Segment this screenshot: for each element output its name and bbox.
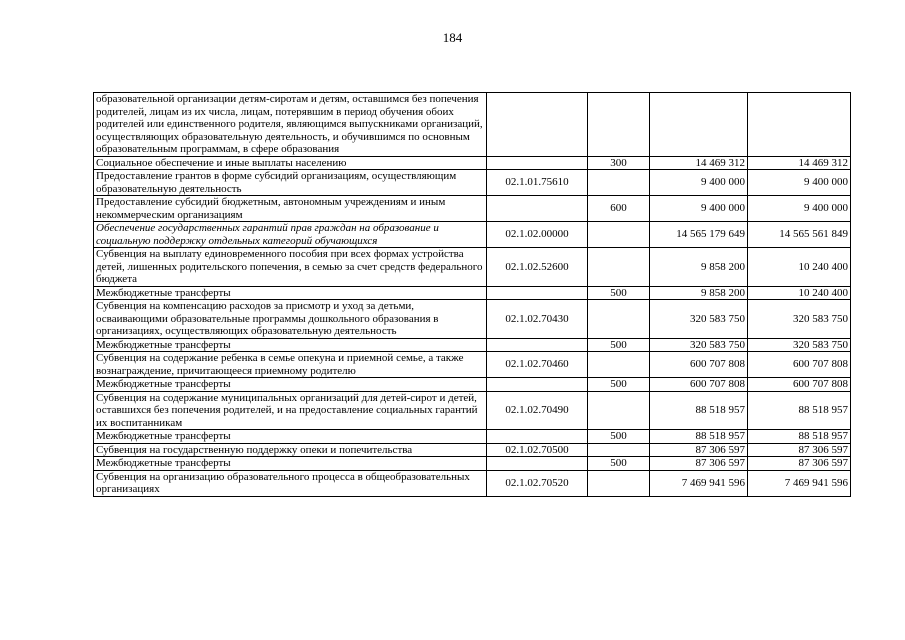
- row-name: Обеспечение государственных гарантий прав граждан на образование и социальную поддержку отдельных категорий обучающихся: [94, 222, 487, 248]
- row-amount-year2: 320 583 750: [748, 338, 851, 352]
- row-name: Субвенция на содержание муниципальных организаций для детей-сирот и детей, оставшихся без попечения родителей, и на предоставление социальных гарантий их воспитанникам: [94, 391, 487, 430]
- row-amount-year2: 88 518 957: [748, 430, 851, 444]
- row-code: [487, 338, 588, 352]
- row-code: 02.1.02.70430: [487, 300, 588, 339]
- table-row: [94, 352, 851, 378]
- row-amount-year1: 88 518 957: [650, 391, 748, 430]
- table-row: [94, 300, 851, 339]
- row-name: Предоставление грантов в форме субсидий организациям, осуществляющим образовательную деятельность: [94, 170, 487, 196]
- table-row: [94, 391, 851, 430]
- row-code: 02.1.02.70520: [487, 470, 588, 496]
- budget-table-body: [94, 93, 851, 497]
- table-row: [94, 430, 851, 444]
- budget-table: [93, 92, 851, 497]
- row-code: 02.1.02.70490: [487, 391, 588, 430]
- row-amount-year1: 87 306 597: [650, 443, 748, 457]
- row-expense-type: 300: [588, 156, 650, 170]
- table-row: [94, 286, 851, 300]
- row-amount-year2: 88 518 957: [748, 391, 851, 430]
- row-expense-type: 500: [588, 338, 650, 352]
- row-amount-year1: 320 583 750: [650, 338, 748, 352]
- row-code: [487, 457, 588, 471]
- row-expense-type: [588, 391, 650, 430]
- row-amount-year1: 7 469 941 596: [650, 470, 748, 496]
- table-row: [94, 457, 851, 471]
- row-amount-year2: 7 469 941 596: [748, 470, 851, 496]
- row-amount-year1: 9 858 200: [650, 286, 748, 300]
- row-name: Предоставление субсидий бюджетным, автономным учреждениям и иным некоммерческим организациям: [94, 196, 487, 222]
- row-amount-year2: 320 583 750: [748, 300, 851, 339]
- row-code: [487, 196, 588, 222]
- row-name: Субвенция на выплату единовременного пособия при всех формах устройства детей, лишенных родительского попечения, в семью за счет средств федерального бюджета: [94, 248, 487, 287]
- row-expense-type: [588, 300, 650, 339]
- row-amount-year2: 9 400 000: [748, 196, 851, 222]
- row-amount-year1: 600 707 808: [650, 352, 748, 378]
- row-name: Межбюджетные трансферты: [94, 378, 487, 392]
- table-row: [94, 248, 851, 287]
- row-amount-year1: 320 583 750: [650, 300, 748, 339]
- row-code: 02.1.02.70460: [487, 352, 588, 378]
- page-number: 184: [442, 30, 463, 45]
- row-amount-year1: 88 518 957: [650, 430, 748, 444]
- row-amount-year2: 10 240 400: [748, 286, 851, 300]
- row-name: Межбюджетные трансферты: [94, 457, 487, 471]
- row-name: Межбюджетные трансферты: [94, 286, 487, 300]
- row-name: Межбюджетные трансферты: [94, 338, 487, 352]
- row-code: [487, 156, 588, 170]
- row-expense-type: [588, 443, 650, 457]
- row-amount-year2: 14 565 561 849: [748, 222, 851, 248]
- row-code: [487, 430, 588, 444]
- row-code: 02.1.01.75610: [487, 170, 588, 196]
- table-row: [94, 338, 851, 352]
- row-code: [487, 93, 588, 157]
- row-name: Социальное обеспечение и иные выплаты населению: [94, 156, 487, 170]
- row-name: Субвенция на содержание ребенка в семье опекуна и приемной семье, а также вознаграждение, причитающееся приемному родителю: [94, 352, 487, 378]
- row-amount-year1: 600 707 808: [650, 378, 748, 392]
- row-amount-year1: 87 306 597: [650, 457, 748, 471]
- row-code: 02.1.02.52600: [487, 248, 588, 287]
- table-row: [94, 196, 851, 222]
- row-expense-type: 500: [588, 430, 650, 444]
- row-amount-year1: [650, 93, 748, 157]
- row-name: Субвенция на компенсацию расходов за присмотр и уход за детьми, осваивающими образовательные программы дошкольного образования в организациях, осуществляющих образовательную деятельность: [94, 300, 487, 339]
- row-amount-year2: [748, 93, 851, 157]
- row-code: 02.1.02.00000: [487, 222, 588, 248]
- table-row: [94, 170, 851, 196]
- row-name: Межбюджетные трансферты: [94, 430, 487, 444]
- row-expense-type: [588, 470, 650, 496]
- row-amount-year1: 9 858 200: [650, 248, 748, 287]
- row-code: [487, 286, 588, 300]
- row-name: образовательной организации детям-сиротам и детям, оставшимся без попечения родителей, лицам из их числа, лицам, потерявшим в период обучения обоих родителей или единственного родителя, являющимся выпускниками организаций, осуществляющих образовательную деятельность, и обучившимся по основным образовательным программам, в сфере образования: [94, 93, 487, 157]
- row-amount-year2: 600 707 808: [748, 378, 851, 392]
- row-expense-type: [588, 93, 650, 157]
- table-row: [94, 93, 851, 157]
- row-amount-year1: 14 469 312: [650, 156, 748, 170]
- row-expense-type: 500: [588, 286, 650, 300]
- row-amount-year2: 10 240 400: [748, 248, 851, 287]
- row-code: 02.1.02.70500: [487, 443, 588, 457]
- row-expense-type: 500: [588, 378, 650, 392]
- row-name: Субвенция на организацию образовательного процесса в общеобразовательных организациях: [94, 470, 487, 496]
- table-row: [94, 222, 851, 248]
- table-row: [94, 156, 851, 170]
- row-expense-type: [588, 352, 650, 378]
- row-amount-year2: 87 306 597: [748, 457, 851, 471]
- row-expense-type: 500: [588, 457, 650, 471]
- row-amount-year2: 14 469 312: [748, 156, 851, 170]
- row-amount-year2: 87 306 597: [748, 443, 851, 457]
- row-name: Субвенция на государственную поддержку опеки и попечительства: [94, 443, 487, 457]
- table-row: [94, 378, 851, 392]
- row-amount-year2: 600 707 808: [748, 352, 851, 378]
- row-expense-type: [588, 248, 650, 287]
- row-amount-year1: 9 400 000: [650, 196, 748, 222]
- row-expense-type: [588, 170, 650, 196]
- row-code: [487, 378, 588, 392]
- table-row: [94, 470, 851, 496]
- table-row: [94, 443, 851, 457]
- row-amount-year1: 9 400 000: [650, 170, 748, 196]
- row-expense-type: 600: [588, 196, 650, 222]
- row-amount-year2: 9 400 000: [748, 170, 851, 196]
- row-amount-year1: 14 565 179 649: [650, 222, 748, 248]
- row-expense-type: [588, 222, 650, 248]
